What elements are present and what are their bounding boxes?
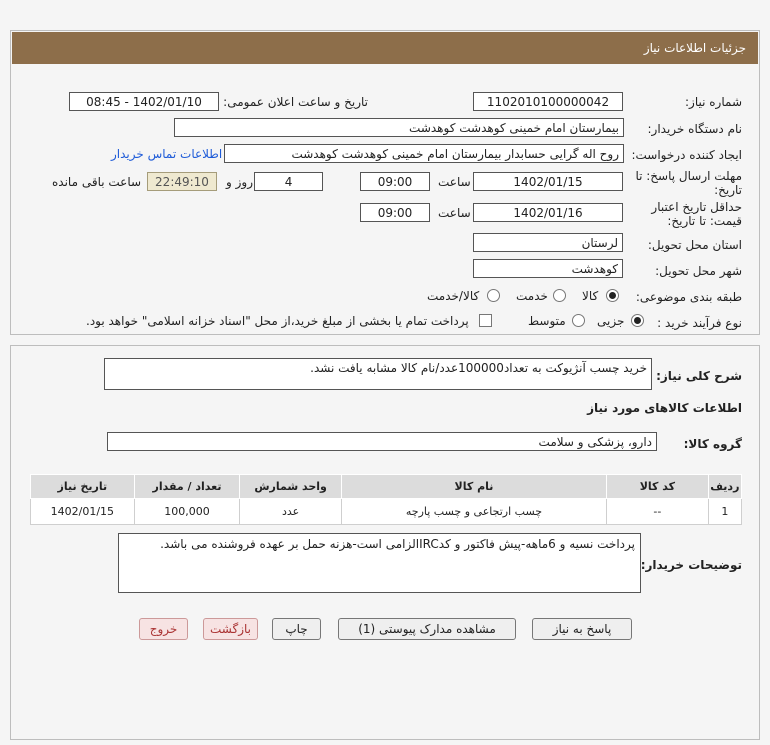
announce-datetime-field: 1402/01/10 - 08:45 xyxy=(69,92,219,111)
city-label: شهر محل تحویل: xyxy=(655,264,742,278)
reply-time-label: ساعت xyxy=(438,175,471,189)
process-minor-label: جزیی xyxy=(597,314,625,328)
category-service-radio[interactable] xyxy=(553,289,566,302)
reply-days-field: 4 xyxy=(254,172,323,191)
back-button[interactable]: بازگشت xyxy=(203,618,258,640)
city-field: کوهدشت xyxy=(473,259,623,278)
exit-button[interactable]: خروج xyxy=(139,618,188,640)
goods-group-label: گروه کالا: xyxy=(683,437,742,451)
reply-deadline-label: مهلت ارسال پاسخ: تا xyxy=(635,169,742,183)
requester-field: روح اله گرایی حسابدار بیمارستان امام خمینی کوهدشت کوهدشت xyxy=(224,144,624,163)
validity-time-label: ساعت xyxy=(438,206,471,220)
process-medium-label: متوسط xyxy=(528,314,566,328)
buyer-org-field: بیمارستان امام خمینی کوهدشت کوهدشت xyxy=(174,118,624,137)
buyer-notes-label: توضیحات خریدار: xyxy=(640,558,742,572)
reply-deadline-label-2: تاریخ: xyxy=(714,183,742,197)
cell-need-date: 1402/01/15 xyxy=(31,499,135,525)
treasury-payment-label: پرداخت تمام یا بخشی از مبلغ خرید،از محل "اسناد خزانه اسلامی" خواهد بود. xyxy=(86,314,469,328)
buyer-contact-link[interactable]: اطلاعات تماس خریدار xyxy=(111,147,223,161)
category-goods-service-label: کالا/خدمت xyxy=(427,289,480,303)
view-attachments-button[interactable]: مشاهده مدارک پیوستی (1) xyxy=(338,618,516,640)
category-goods-service-radio[interactable] xyxy=(487,289,500,302)
treasury-payment-checkbox[interactable] xyxy=(479,314,492,327)
need-number-field: 1102010100000042 xyxy=(473,92,623,111)
goods-group-field: دارو، پزشکی و سلامت xyxy=(107,432,657,451)
province-label: استان محل تحویل: xyxy=(647,238,742,252)
reply-button[interactable]: پاسخ به نیاز xyxy=(532,618,632,640)
col-code: کد کالا xyxy=(607,475,709,499)
page-title: جزئیات اطلاعات نیاز xyxy=(12,32,758,64)
announce-datetime-label: تاریخ و ساعت اعلان عمومی: xyxy=(223,95,368,109)
col-row: ردیف xyxy=(708,475,741,499)
process-minor-radio[interactable] xyxy=(631,314,644,327)
summary-label: شرح کلی نیاز: xyxy=(656,369,742,383)
reply-time-field: 09:00 xyxy=(360,172,430,191)
process-medium-radio[interactable] xyxy=(572,314,585,327)
need-number-label: شماره نیاز: xyxy=(685,95,742,109)
category-goods-radio[interactable] xyxy=(606,289,619,302)
days-label: روز و xyxy=(226,175,253,189)
summary-field: خرید چسب آنژیوکت به تعداد100000عدد/نام کالا مشابه یافت نشد. xyxy=(104,358,652,390)
col-name: نام کالا xyxy=(341,475,606,499)
table-row xyxy=(31,499,742,525)
reply-date-field: 1402/01/15 xyxy=(473,172,623,191)
requester-label: ایجاد کننده درخواست: xyxy=(631,148,742,162)
province-field: لرستان xyxy=(473,233,623,252)
purchase-process-label: نوع فرآیند خرید : xyxy=(657,316,742,330)
col-need-date: تاریخ نیاز xyxy=(31,475,135,499)
category-label: طبقه بندی موضوعی: xyxy=(635,290,742,304)
price-validity-label-2: قیمت: تا تاریخ: xyxy=(667,214,742,228)
items-table xyxy=(30,474,742,525)
validity-time-field: 09:00 xyxy=(360,203,430,222)
buyer-org-label: نام دستگاه خریدار: xyxy=(647,122,742,136)
items-table-header xyxy=(31,475,742,499)
category-service-label: خدمت xyxy=(516,289,548,303)
cell-name: چسب ارتجاعی و چسب پارچه xyxy=(341,499,606,525)
cell-row: 1 xyxy=(708,499,741,525)
col-quantity: تعداد / مقدار xyxy=(134,475,240,499)
remaining-label: ساعت باقی مانده xyxy=(52,175,142,189)
validity-date-field: 1402/01/16 xyxy=(473,203,623,222)
col-unit: واحد شمارش xyxy=(240,475,342,499)
cell-unit: عدد xyxy=(240,499,342,525)
print-button[interactable]: چاپ xyxy=(272,618,321,640)
cell-quantity: 100,000 xyxy=(134,499,240,525)
items-section-title: اطلاعات کالاهای مورد نیاز xyxy=(587,401,742,415)
price-validity-label: حداقل تاریخ اعتبار xyxy=(651,200,742,214)
remaining-time-field: 22:49:10 xyxy=(147,172,217,191)
buyer-notes-field: پرداخت نسیه و 6ماهه-پیش فاکتور و کدIRCالزامی است-هزنه حمل بر عهده فروشنده می باشد. xyxy=(118,533,641,593)
category-goods-label: کالا xyxy=(582,289,599,303)
cell-code: -- xyxy=(607,499,709,525)
